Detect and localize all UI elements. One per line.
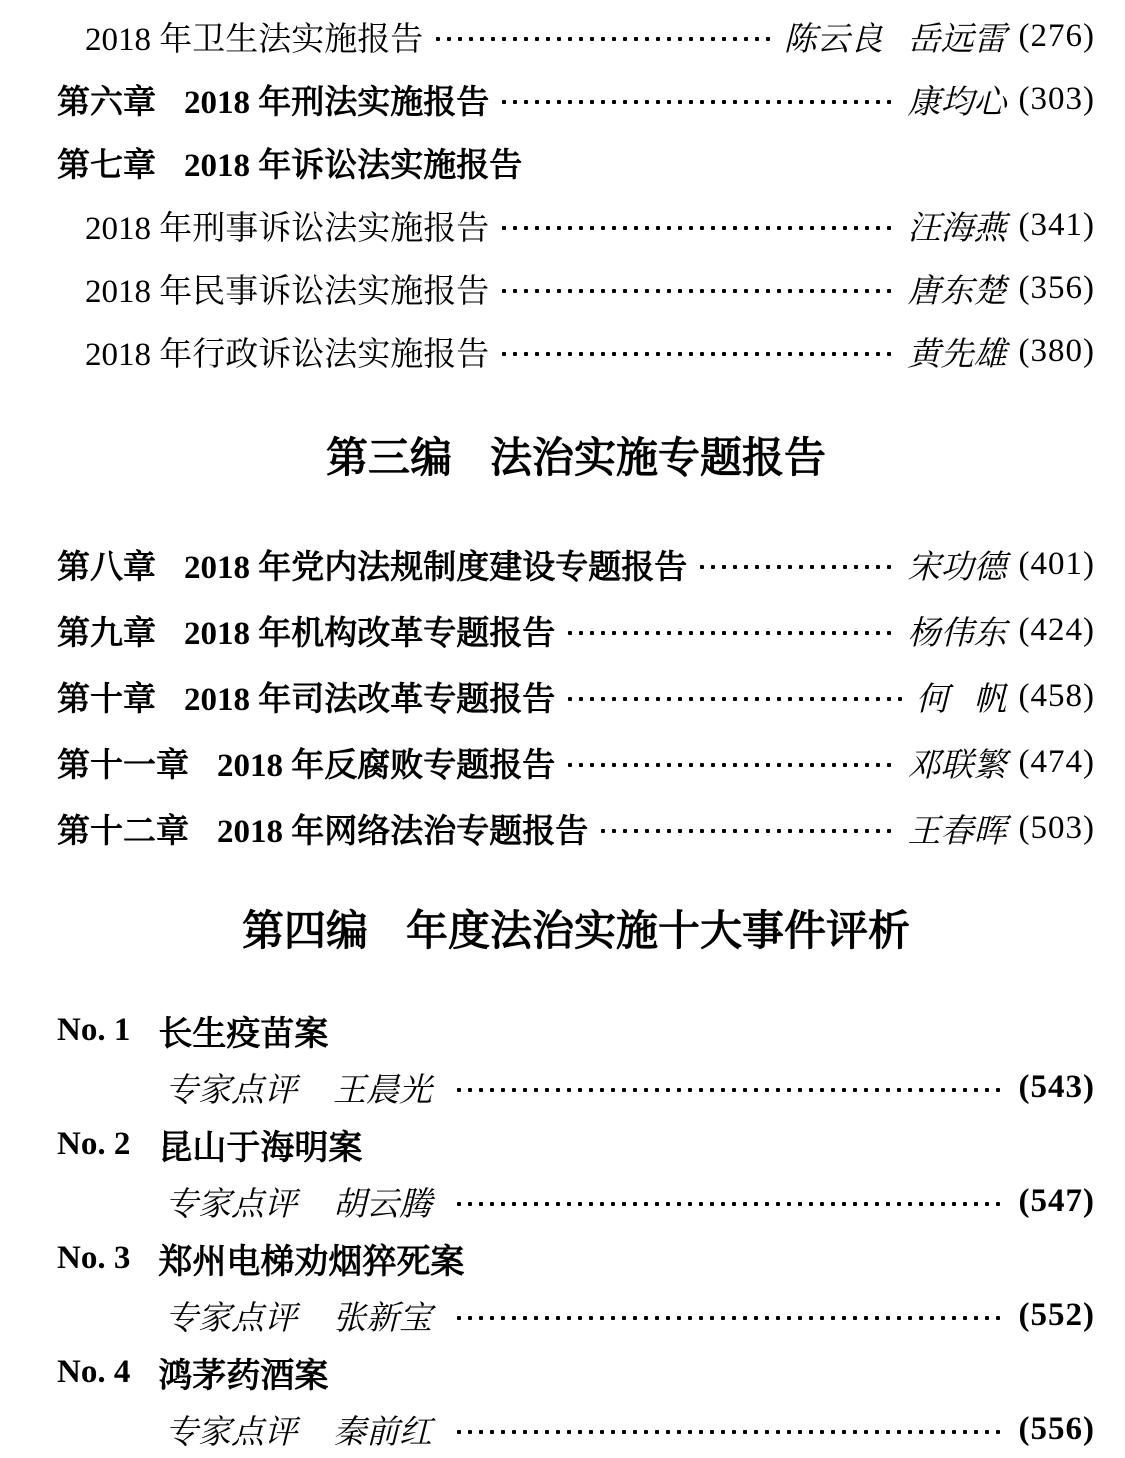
entry-title: 2018 年刑法实施报告 (184, 85, 490, 121)
part-heading-title: 法治实施专题报告 (490, 436, 827, 482)
toc-entry (57, 597, 1095, 663)
expert-comment-entry (57, 1059, 1095, 1116)
toc-section-law-reports (57, 5, 1095, 383)
page-number: (356) (1018, 270, 1095, 306)
dot-leader (499, 272, 893, 305)
toc-entry (57, 257, 1095, 320)
expert-name: 秦前红 (333, 1415, 432, 1451)
page-number: (503) (1018, 809, 1095, 846)
author-name: 何 帆 (915, 681, 1007, 718)
dot-leader (598, 812, 893, 845)
dot-leader (454, 1071, 1005, 1104)
toc-section-special-reports (57, 531, 1095, 861)
author-name: 陈云良 岳远雷 (783, 22, 1007, 58)
page-number: (552) (1018, 1297, 1095, 1333)
expert-name: 王晨光 (333, 1073, 432, 1109)
part-heading-title: 年度法治实施十大事件评析 (406, 909, 911, 955)
case-entry (57, 1344, 1095, 1401)
author-name: 王春晖 (907, 813, 1007, 850)
entry-title: 2018 年行政诉讼法实施报告 (85, 337, 490, 373)
page-number: (547) (1018, 1183, 1095, 1219)
page-number: (474) (1018, 743, 1095, 780)
expert-name: 张新宝 (333, 1301, 432, 1337)
dot-leader (454, 1185, 1005, 1218)
entry-title: 2018 年反腐败专题报告 (217, 747, 556, 784)
page-number: (380) (1018, 333, 1095, 369)
toc-entry (57, 320, 1095, 383)
entry-title: 2018 年刑事诉讼法实施报告 (85, 211, 490, 247)
entry-title: 2018 年党内法规制度建设专题报告 (184, 549, 688, 586)
expert-comment-label: 专家点评 (165, 1187, 297, 1223)
toc-entry (57, 531, 1095, 597)
expert-comment-entry (57, 1287, 1095, 1344)
dot-leader (454, 1413, 1005, 1446)
toc-entry (57, 131, 1095, 194)
chapter-label: 第十二章 (57, 813, 189, 850)
case-number: No. 1 (57, 1012, 131, 1048)
toc-entry (57, 729, 1095, 795)
chapter-label: 第七章 (57, 148, 156, 184)
expert-name: 胡云腾 (333, 1187, 432, 1223)
page-number: (543) (1018, 1069, 1095, 1105)
case-title: 长生疫苗案 (158, 1015, 329, 1053)
case-title: 昆山于海明案 (158, 1129, 363, 1167)
chapter-label: 第八章 (57, 549, 156, 586)
case-entry (57, 1002, 1095, 1059)
chapter-label: 第十章 (57, 681, 156, 718)
toc-entry (57, 194, 1095, 257)
chapter-label: 第十一章 (57, 747, 189, 784)
author-name: 杨伟东 (907, 615, 1007, 652)
part-heading-label: 第四编 (241, 909, 368, 955)
case-title: 郑州电梯劝烟猝死案 (158, 1243, 465, 1281)
entry-title: 2018 年网络法治专题报告 (217, 813, 589, 850)
dot-leader (565, 680, 902, 713)
page-number: (556) (1018, 1411, 1095, 1447)
case-number: No. 4 (57, 1354, 131, 1390)
page-number: (303) (1018, 81, 1095, 117)
dot-leader (565, 746, 893, 779)
expert-comment-entry (57, 1401, 1095, 1458)
page-number: (401) (1018, 545, 1095, 582)
part-heading-3 (57, 427, 1095, 491)
page-number: (424) (1018, 611, 1095, 648)
author-name: 邓联繁 (907, 747, 1007, 784)
author-name: 黄先雄 (907, 337, 1007, 373)
toc-entry (57, 68, 1095, 131)
page-number: (276) (1018, 18, 1095, 54)
expert-comment-label: 专家点评 (165, 1415, 297, 1451)
dot-leader (697, 548, 893, 581)
entry-title: 2018 年卫生法实施报告 (85, 22, 424, 58)
entry-title: 2018 年机构改革专题报告 (184, 615, 556, 652)
author-name: 康均心 (907, 85, 1007, 121)
chapter-label: 第九章 (57, 615, 156, 652)
dot-leader (565, 614, 893, 647)
case-entry (57, 1230, 1095, 1287)
expert-comment-label: 专家点评 (165, 1073, 297, 1109)
toc-section-top-ten-cases (57, 1002, 1095, 1458)
dot-leader (499, 335, 893, 368)
case-number: No. 2 (57, 1126, 131, 1162)
case-title: 鸿茅药酒案 (158, 1357, 329, 1395)
dot-leader (499, 209, 893, 242)
part-heading-4 (57, 900, 1095, 964)
entry-title: 2018 年诉讼法实施报告 (184, 148, 523, 184)
author-name: 唐东楚 (907, 274, 1007, 310)
toc-entry (57, 663, 1095, 729)
page-number: (458) (1018, 677, 1095, 714)
author-name: 汪海燕 (907, 211, 1007, 247)
toc-entry (57, 795, 1095, 861)
dot-leader (499, 83, 893, 116)
entry-title: 2018 年民事诉讼法实施报告 (85, 274, 490, 310)
toc-entry (57, 5, 1095, 68)
case-entry (57, 1116, 1095, 1173)
entry-title: 2018 年司法改革专题报告 (184, 681, 556, 718)
case-number: No. 3 (57, 1240, 131, 1276)
page-number: (341) (1018, 207, 1095, 243)
dot-leader (454, 1299, 1005, 1332)
dot-leader (433, 20, 770, 53)
author-name: 宋功德 (907, 549, 1007, 586)
expert-comment-entry (57, 1173, 1095, 1230)
expert-comment-label: 专家点评 (165, 1301, 297, 1337)
part-heading-label: 第三编 (325, 436, 452, 482)
chapter-label: 第六章 (57, 85, 156, 121)
